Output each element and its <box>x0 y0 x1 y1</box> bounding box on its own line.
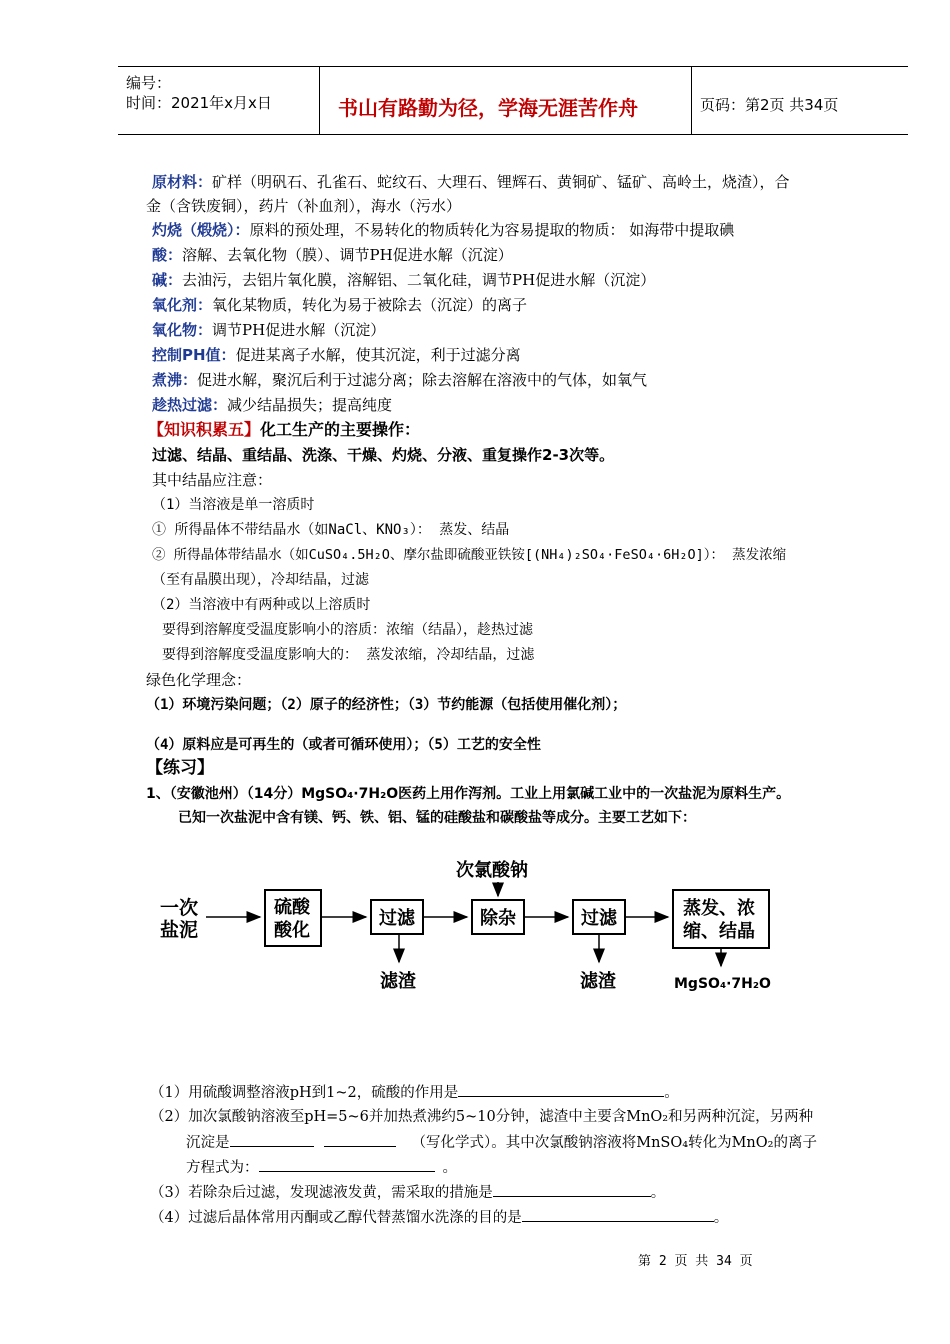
answer-blank-2c[interactable] <box>259 1157 435 1172</box>
flow-reagent: 次氯酸钠 <box>456 860 528 881</box>
knowledge-case-1b-cont: （至有晶膜出现），冷却结晶，过滤 <box>152 572 369 588</box>
header-motto: 书山有路勤为径，学海无涯苦作舟 <box>338 96 638 120</box>
process-flow-diagram <box>150 850 790 1000</box>
answer-blank-2b[interactable] <box>324 1132 396 1147</box>
term-line: 灼烧（煅烧）：原料的预处理，不易转化的物质转化为容易提取的物质： 如海带中提取碘 <box>152 221 735 239</box>
answer-blank-2a[interactable] <box>230 1132 314 1147</box>
term-line: 煮沸：促进水解，聚沉后利于过滤分离；除去溶解在溶液中的气体，如氧气 <box>152 371 648 389</box>
answer-blank-1[interactable] <box>458 1082 664 1097</box>
header-divider-2 <box>691 66 692 135</box>
flow-waste-1: 滤渣 <box>380 971 416 992</box>
green-line-1: （1）环境污染问题；（2）原子的经济性；（3）节约能源（包括使用催化剂）； <box>146 697 627 713</box>
question-2d: 方程式为： 。 <box>186 1157 457 1178</box>
question-2a: （2）加次氯酸钠溶液至pH=5~6并加热煮沸约5~10分钟，滤渣中主要含MnO₂和另两种沉淀，另两种 <box>150 1109 814 1125</box>
term-line: 趁热过滤：减少结晶损失；提高纯度 <box>152 396 393 414</box>
knowledge-case-2b: 要得到溶解度受温度影响大的： 蒸发浓缩，冷却结晶，过滤 <box>162 647 535 663</box>
term-line: 酸：溶解、去氧化物（膜）、调节PH促进水解（沉淀） <box>152 246 513 264</box>
flow-box-purify-label: 除杂 <box>480 908 516 929</box>
term-line: 金（含铁废铜），药片（补血剂），海水（污水） <box>146 197 462 215</box>
answer-blank-4[interactable] <box>522 1207 714 1222</box>
green-title: 绿色化学理念： <box>146 671 252 689</box>
question-1: （1）用硫酸调整溶液pH到1~2，硫酸的作用是 。 <box>150 1082 679 1103</box>
practice-title: 【练习】 <box>146 758 214 778</box>
practice-q1-line-2: 已知一次盐泥中含有镁、钙、铁、铝、锰的硅酸盐和碳酸盐等成分。主要工艺如下： <box>178 810 696 826</box>
knowledge-case-1: （1）当溶液是单一溶质时 <box>152 497 315 513</box>
question-2b: 沉淀是 （写化学式）。其中次氯酸钠溶液将MnSO₄转化为MnO₂的离子 <box>186 1132 817 1153</box>
flow-box-filter-2-label: 过滤 <box>581 908 617 929</box>
header-number: 编号： <box>126 74 172 92</box>
page-footer: 第 2 页 共 34 页 <box>638 1254 753 1269</box>
knowledge-case-1a: ① 所得晶体不带结晶水（如NaCl、KNO₃）： 蒸发、结晶 <box>152 522 510 538</box>
flow-waste-2: 滤渣 <box>580 971 616 992</box>
term-line: 氧化物：调节PH促进水解（沉淀） <box>152 321 386 339</box>
header-top-rule <box>118 66 908 67</box>
question-3: （3）若除杂后过滤，发现滤液发黄，需采取的措施是 。 <box>150 1182 665 1203</box>
flow-start-2: 盐泥 <box>160 919 199 941</box>
knowledge-heading: 【知识积累五】化工生产的主要操作： <box>148 420 421 439</box>
flow-box-acidify-label-1: 硫酸 <box>274 897 310 918</box>
question-4: （4）过滤后晶体常用丙酮或乙醇代替蒸馏水洗涤的目的是 。 <box>150 1207 728 1228</box>
header-page: 页码：第2页 共34页 <box>700 96 839 114</box>
flow-start-1: 一次 <box>160 897 199 919</box>
knowledge-case-2a: 要得到溶解度受温度影响小的溶质：浓缩（结晶），趁热过滤 <box>162 622 533 638</box>
practice-q1-line-1: 1、（安徽池州）（14分）MgSO₄·7H₂O医药上用作泻剂。工业上用氯碱工业中的一次盐泥为原料生产。 <box>146 786 791 802</box>
header-divider-1 <box>319 66 320 135</box>
header-bottom-rule <box>118 134 908 135</box>
answer-blank-3[interactable] <box>493 1182 651 1197</box>
flow-box-filter-1-label: 过滤 <box>379 908 415 929</box>
knowledge-case-2: （2）当溶液中有两种或以上溶质时 <box>152 597 371 613</box>
term-line: 控制PH值：促进某离子水解，使其沉淀，利于过滤分离 <box>152 346 521 364</box>
knowledge-note: 其中结晶应注意： <box>152 471 273 489</box>
header-time: 时间：2021年x月x日 <box>126 94 272 112</box>
knowledge-ops: 过滤、结晶、重结晶、洗涤、干燥、灼烧、分液、重复操作2-3次等。 <box>152 446 615 464</box>
flow-box-crystallize-label-1: 蒸发、浓 <box>683 898 755 919</box>
term-line: 原材料：矿样（明矾石、孔雀石、蛇纹石、大理石、锂辉石、黄铜矿、锰矿、高岭土，烧渣），合 <box>152 173 790 191</box>
flow-box-crystallize-label-2: 缩、结晶 <box>683 921 755 942</box>
flow-box-acidify-label-2: 酸化 <box>274 920 310 941</box>
knowledge-case-1b: ② 所得晶体带结晶水（如CuSO₄.5H₂O、摩尔盐即硫酸亚铁铵[(NH₄)₂SO₄·FeSO₄·6H₂O]）： 蒸发浓缩 <box>152 547 787 563</box>
term-line: 氧化剂：氧化某物质，转化为易于被除去（沉淀）的离子 <box>152 296 528 314</box>
green-line-2: （4）原料应是可再生的（或者可循环使用）；（5）工艺的安全性 <box>146 737 541 753</box>
term-line: 碱：去油污，去铝片氧化膜，溶解铝、二氧化硅，调节PH促进水解（沉淀） <box>152 271 656 289</box>
flow-product: MgSO₄·7H₂O <box>674 976 771 992</box>
